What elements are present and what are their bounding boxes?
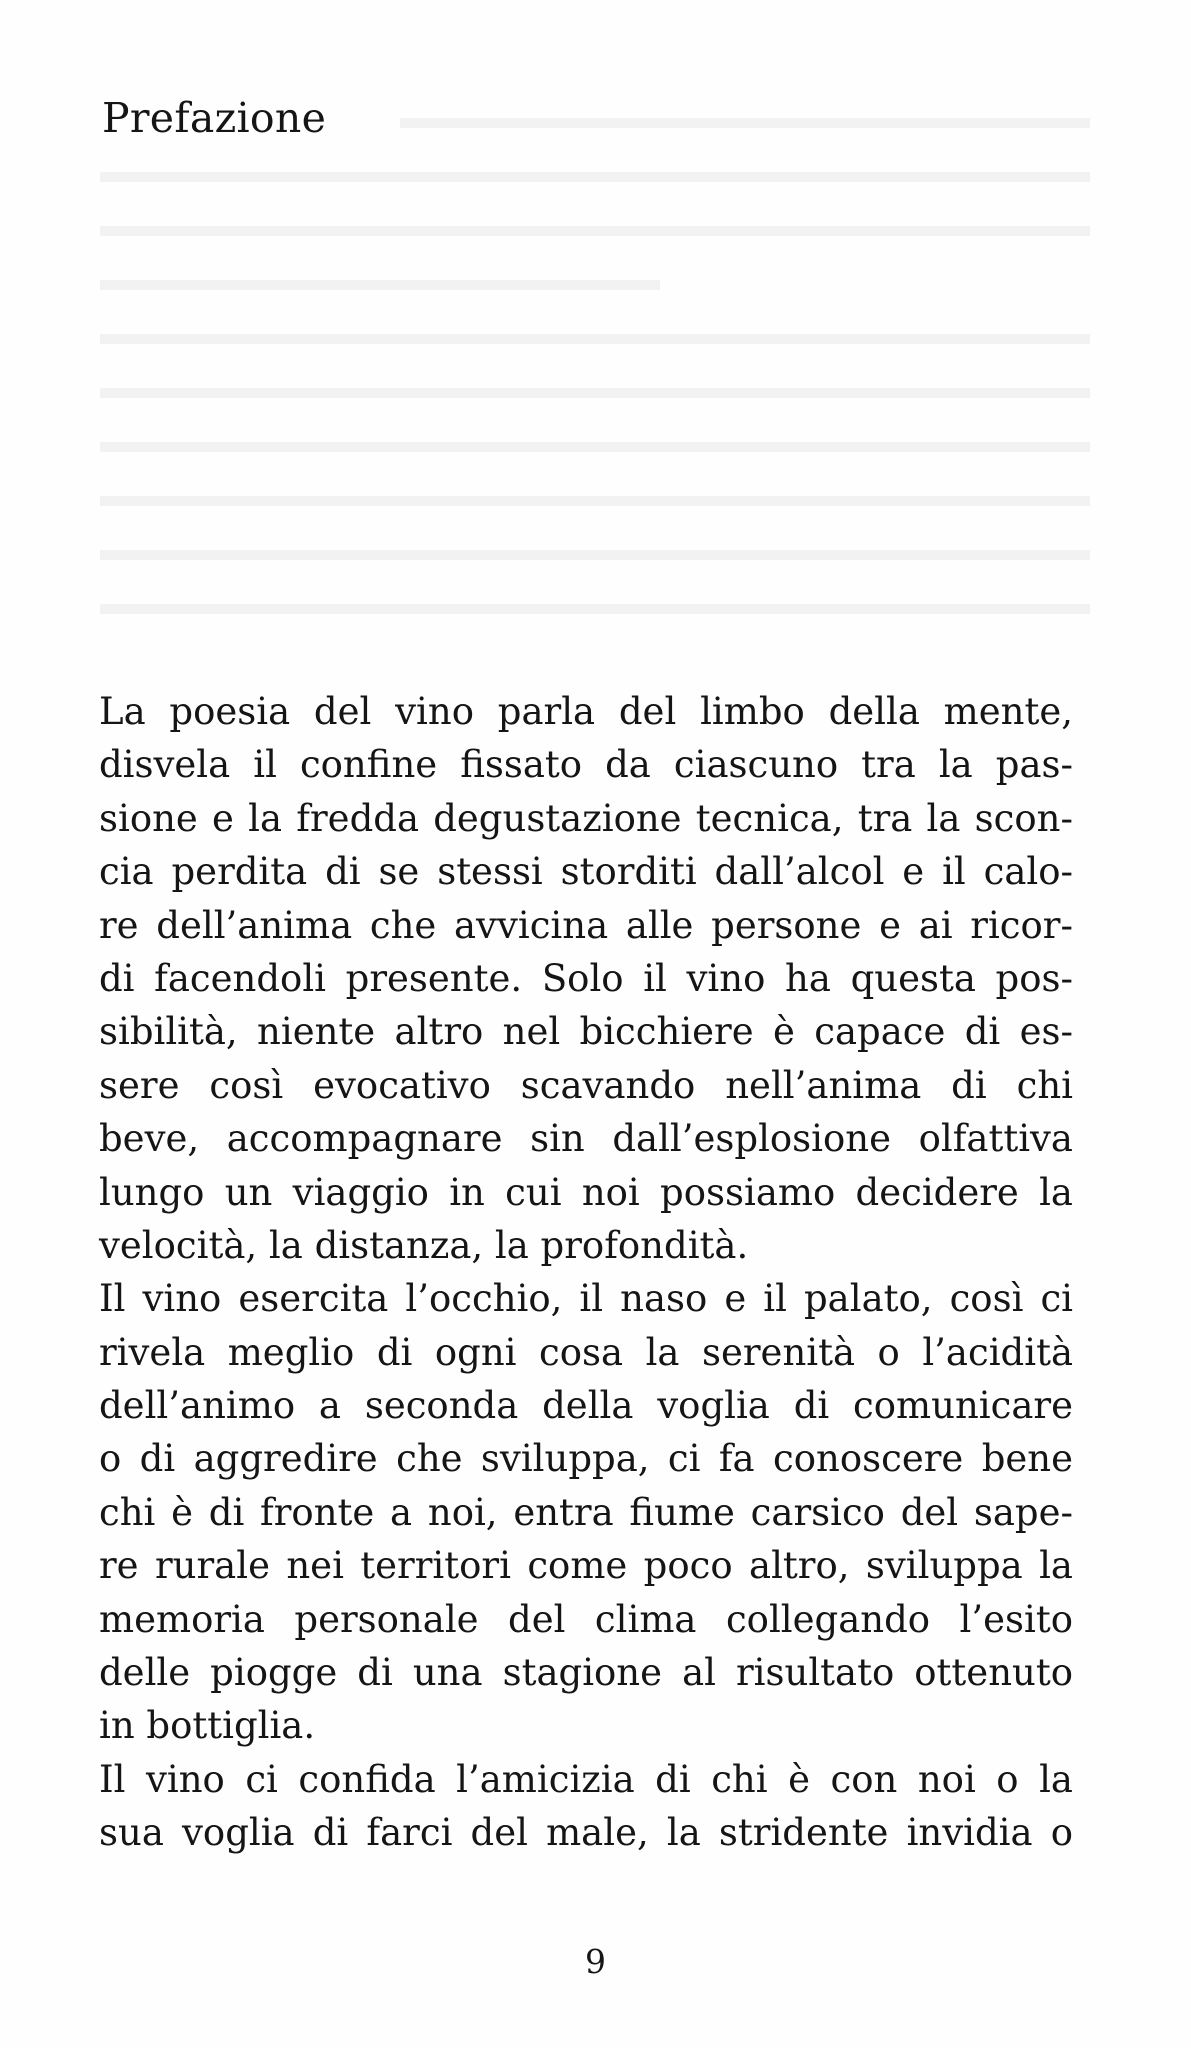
text-line: sione e la fredda degustazione tecnica, tra la scon-: [99, 796, 1073, 840]
text-line: delle piogge di una stagione al risultato ottenuto: [99, 1651, 1073, 1695]
text-line: beve, accompagnare sin dall’esplosione olfattiva: [99, 1117, 1073, 1161]
text-line: re dell’anima che avvicina alle persone e ai ricor-: [99, 903, 1073, 947]
paragraph-3: [99, 1753, 1073, 1860]
text-line: rivela meglio di ogni cosa la serenità o l’acidità: [99, 1330, 1073, 1374]
paragraph-2: [99, 1272, 1073, 1753]
text-line: disvela il confine fissato da ciascuno tra la pas-: [99, 743, 1073, 787]
text-line: cia perdita di se stessi storditi dall’alcol e il calo-: [99, 850, 1073, 894]
text-line: in bottiglia.: [99, 1704, 316, 1748]
chapter-title: Prefazione: [102, 94, 327, 142]
text-line: o di aggredire che sviluppa, ci fa conoscere bene: [99, 1437, 1073, 1481]
text-line: lungo un viaggio in cui noi possiamo decidere la: [99, 1170, 1073, 1214]
page-number: 9: [585, 1942, 606, 1981]
text-line: re rurale nei territori come poco altro, sviluppa la: [99, 1544, 1073, 1588]
paragraph-1: [99, 685, 1073, 1272]
text-line: memoria personale del clima collegando l’esito: [99, 1597, 1073, 1641]
text-line: sere così evocativo scavando nell’anima di chi: [99, 1063, 1073, 1107]
text-line: Il vino ci confida l’amicizia di chi è con noi o la: [99, 1757, 1073, 1801]
text-line: chi è di fronte a noi, entra fiume carsico del sape-: [99, 1490, 1073, 1534]
text-line: Il vino esercita l’occhio, il naso e il palato, così ci: [99, 1277, 1073, 1321]
show-through-lines: [100, 100, 1100, 660]
text-line: dell’animo a seconda della voglia di comunicare: [99, 1384, 1073, 1428]
text-line: sua voglia di farci del male, la stridente invidia o: [99, 1811, 1073, 1855]
show-through-texture: [100, 100, 1100, 660]
body-text: [99, 685, 1073, 1860]
text-line: di facendoli presente. Solo il vino ha questa pos-: [99, 956, 1073, 1000]
text-line: sibilità, niente altro nel bicchiere è capace di es-: [99, 1010, 1073, 1054]
text-line: La poesia del vino parla del limbo della mente,: [99, 690, 1073, 733]
text-line: velocità, la distanza, la profondità.: [99, 1223, 749, 1267]
